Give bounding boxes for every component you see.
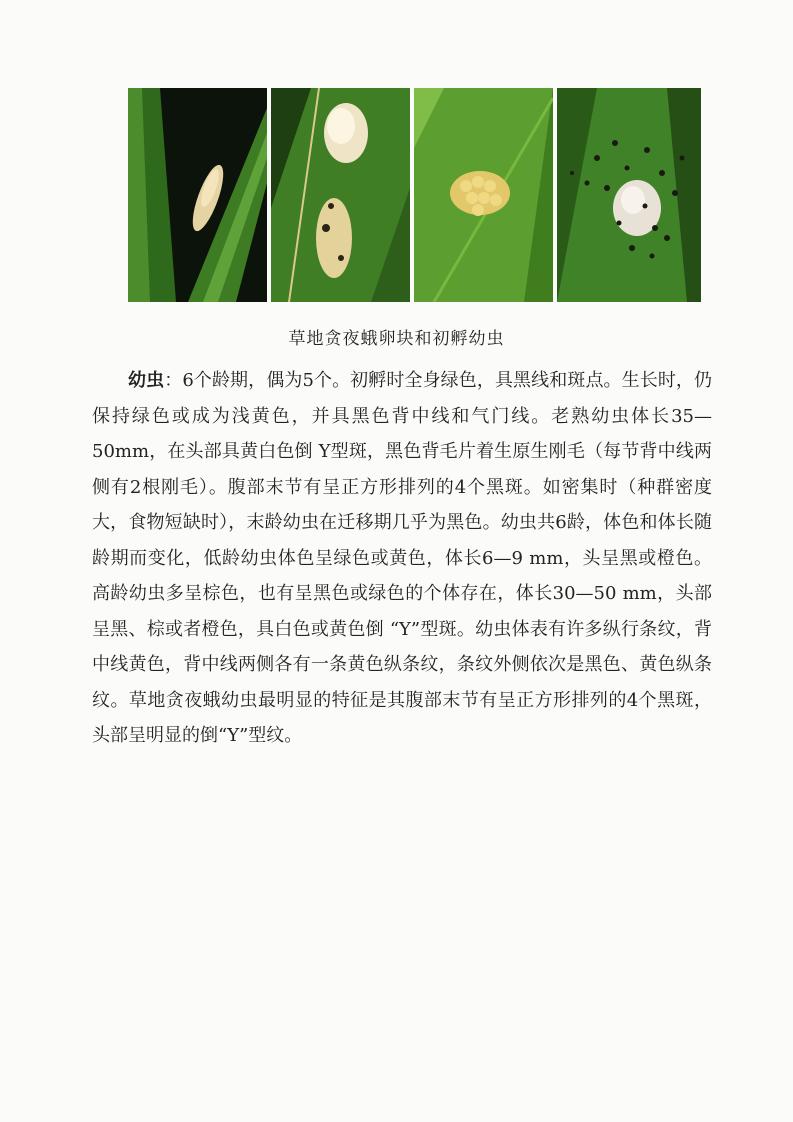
section-lead-separator: ： <box>164 370 183 391</box>
newly-hatched-larvae-photo <box>557 88 701 302</box>
egg-mass-on-leaf-photo <box>128 88 267 302</box>
photo-strip <box>128 88 701 302</box>
larva-description-paragraph <box>92 363 712 754</box>
section-paragraph-text: 6个龄期，偶为5个。初孵时全身绿色，具黑线和斑点。生长时，仍保持绿色或成为浅黄色，并具黑色背中线和气门线。老熟幼虫体长35—50mm，在头部具黄白色倒 Y型斑，黑色背毛片着生原生刚毛（每节背中线两侧有2根刚毛）。腹部末节有呈正方形排列的4个黑斑。如密集时（种群密度大，食物短缺时），末龄幼虫在迁移期几乎为黑色。幼虫共6龄，体色和体长随龄期而变化，低龄幼虫体色呈绿色或黄色，体长6—9 mm，头呈黑或橙色。高龄幼虫多呈棕色，也有呈黑色或绿色的个体存在，体长30—50 mm，头部呈黑、棕或者橙色，具白色或黄色倒 “Y”型斑。幼虫体表有许多纵行条纹，背中线黄色，背中线两侧各有一条黄色纵条纹，条纹外侧依次是黑色、黄色纵条纹。草地贪夜蛾幼虫最明显的特征是其腹部末节有呈正方形排列的4个黑斑，头部呈明显的倒“Y”型纹。 <box>92 370 713 746</box>
section-lead-label: 幼虫 <box>128 370 165 391</box>
exposed-eggs-photo <box>414 88 553 302</box>
scale-covered-egg-masses-photo <box>271 88 410 302</box>
figure-caption: 草地贪夜蛾卵块和初孵幼虫 <box>288 329 505 349</box>
